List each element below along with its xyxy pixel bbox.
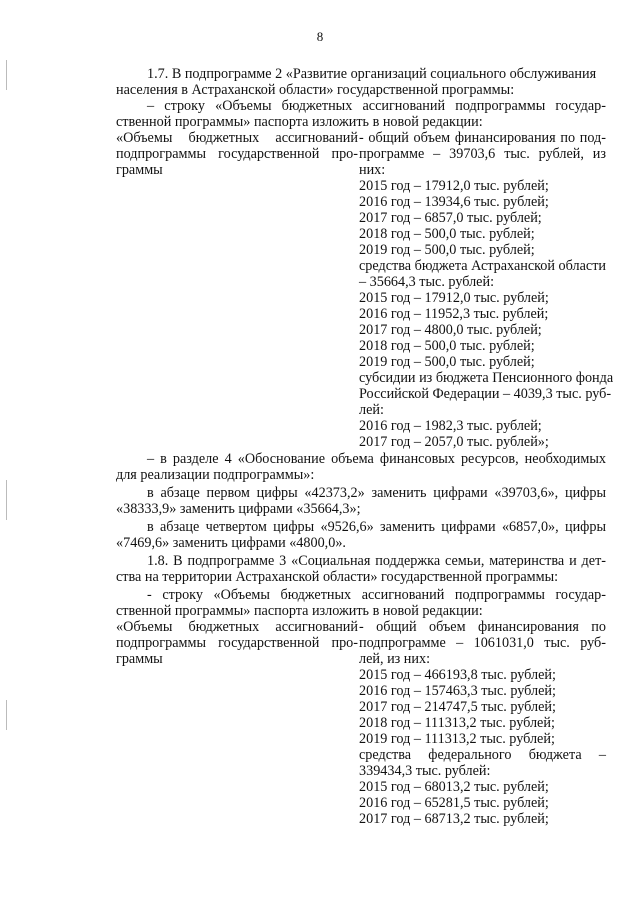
table-right-cell-line: лей, из них: bbox=[359, 651, 431, 667]
para-line: «38333,9» заменить цифрами «35664,3»; bbox=[116, 501, 361, 517]
table-right-cell-line: 2015 год – 466193,8 тыс. рублей; bbox=[359, 667, 556, 683]
table-right-cell-line: 2016 год – 11952,3 тыс. рублей; bbox=[359, 306, 549, 322]
table-right-cell-line: 2017 год – 6857,0 тыс. рублей; bbox=[359, 210, 542, 226]
table-right-cell-line: 2018 год – 500,0 тыс. рублей; bbox=[359, 338, 535, 354]
scan-edge-mark bbox=[6, 480, 7, 520]
table-right-cell-line: Российской Федерации – 4039,3 тыс. руб- bbox=[359, 386, 612, 402]
table-right-cell-line: лей: bbox=[359, 402, 384, 418]
para-1-8-heading-line: 1.8. В подпрограмме 3 «Социальная поддержка семьи, материнства и дет- bbox=[147, 553, 606, 569]
table-right-cell-line: программе – 39703,6 тыс. рублей, из bbox=[359, 146, 606, 162]
table-right-cell-line: 2019 год – 111313,2 тыс. рублей; bbox=[359, 731, 555, 747]
table-right-cell-line: 2017 год – 2057,0 тыс. рублей»; bbox=[359, 434, 549, 450]
scan-edge-mark bbox=[6, 700, 7, 730]
para-1-7-heading-line: населения в Астраханской области» государственной программы: bbox=[116, 82, 515, 98]
table-left-cell-line: подпрограммы государственной про- bbox=[116, 635, 358, 651]
para-1-8-heading-line: ства на территории Астраханской области» государственной программы: bbox=[116, 569, 559, 585]
table-right-cell-line: 2016 год – 1982,3 тыс. рублей; bbox=[359, 418, 542, 434]
table-right-cell-line: средства федерального бюджета – bbox=[359, 747, 606, 763]
para-line: ственной программы» паспорта изложить в новой редакции: bbox=[116, 603, 483, 619]
table-left-cell-line: подпрограммы государственной про- bbox=[116, 146, 358, 162]
table-right-cell-line: - общий объем финансирования по под- bbox=[359, 130, 606, 146]
table-right-cell-line: 2015 год – 68013,2 тыс. рублей; bbox=[359, 779, 549, 795]
table-right-cell-line: 2017 год – 68713,2 тыс. рублей; bbox=[359, 811, 549, 827]
para-line: «7469,6» заменить цифрами «4800,0». bbox=[116, 535, 346, 551]
table-right-cell-line: - общий объем финансирования по bbox=[359, 619, 606, 635]
table-right-cell-line: 2015 год – 17912,0 тыс. рублей; bbox=[359, 178, 549, 194]
table-right-cell-line: 2017 год – 4800,0 тыс. рублей; bbox=[359, 322, 542, 338]
table-right-cell-line: 2016 год – 13934,6 тыс. рублей; bbox=[359, 194, 549, 210]
table-right-cell-line: 339434,3 тыс. рублей: bbox=[359, 763, 491, 779]
table-right-cell-line: 2017 год – 214747,5 тыс. рублей; bbox=[359, 699, 556, 715]
table-right-cell-line: 2018 год – 500,0 тыс. рублей; bbox=[359, 226, 535, 242]
para-line: для реализации подпрограммы»: bbox=[116, 467, 315, 483]
table-right-cell-line: 2019 год – 500,0 тыс. рублей; bbox=[359, 242, 535, 258]
table-right-cell-line: них: bbox=[359, 162, 386, 178]
para-line: ственной программы» паспорта изложить в новой редакции: bbox=[116, 114, 483, 130]
table-left-cell-line: граммы bbox=[116, 162, 163, 178]
scan-edge-mark bbox=[6, 60, 7, 90]
para-line: в абзаце четвертом цифры «9526,6» заменить цифрами «6857,0», цифры bbox=[147, 519, 606, 535]
table-right-cell-line: средства бюджета Астраханской области bbox=[359, 258, 606, 274]
para-line: – строку «Объемы бюджетных ассигнований подпрограммы государ- bbox=[147, 98, 606, 114]
table-right-cell-line: 2019 год – 500,0 тыс. рублей; bbox=[359, 354, 535, 370]
para-1-7-heading-line: 1.7. В подпрограмме 2 «Развитие организаций социального обслуживания bbox=[147, 66, 597, 82]
table-left-cell-line: «Объемы бюджетных ассигнований bbox=[116, 130, 358, 146]
para-line: в абзаце первом цифры «42373,2» заменить цифрами «39703,6», цифры bbox=[147, 485, 606, 501]
page-number: 8 bbox=[316, 29, 324, 44]
para-line: - строку «Объемы бюджетных ассигнований подпрограммы государ- bbox=[147, 587, 606, 603]
table-right-cell-line: 2015 год – 17912,0 тыс. рублей; bbox=[359, 290, 549, 306]
table-right-cell-line: 2016 год – 157463,3 тыс. рублей; bbox=[359, 683, 556, 699]
para-line: – в разделе 4 «Обоснование объема финансовых ресурсов, необходимых bbox=[147, 451, 606, 467]
table-right-cell-line: субсидии из бюджета Пенсионного фонда bbox=[359, 370, 614, 386]
table-right-cell-line: подпрограмме – 1061031,0 тыс. руб- bbox=[359, 635, 606, 651]
table-left-cell-line: «Объемы бюджетных ассигнований bbox=[116, 619, 358, 635]
table-left-cell-line: граммы bbox=[116, 651, 163, 667]
table-right-cell-line: – 35664,3 тыс. рублей: bbox=[359, 274, 495, 290]
table-right-cell-line: 2016 год – 65281,5 тыс. рублей; bbox=[359, 795, 549, 811]
table-right-cell-line: 2018 год – 111313,2 тыс. рублей; bbox=[359, 715, 555, 731]
